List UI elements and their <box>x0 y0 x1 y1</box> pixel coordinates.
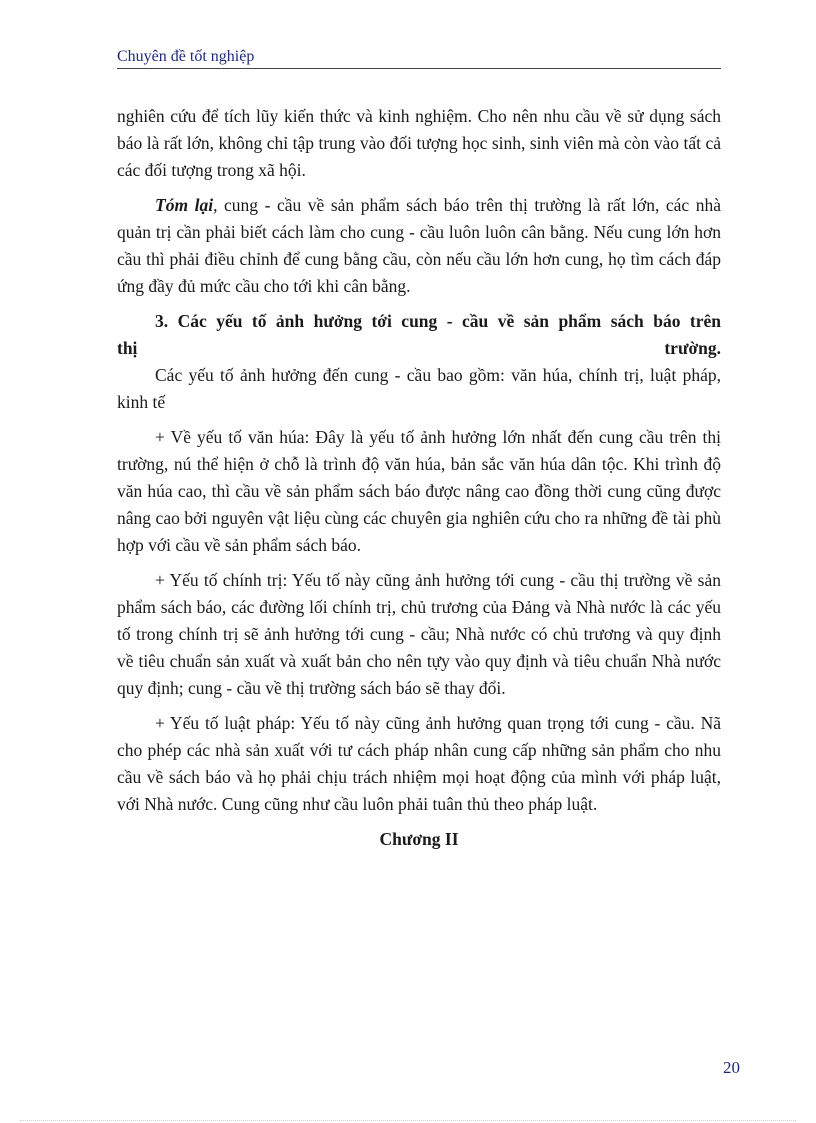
summary-lead: Tóm lại <box>155 195 214 215</box>
paragraph-law: + Yếu tố luật pháp: Yếu tố này cũng ảnh hưởng quan trọng tới cung - cầu. Nã cho phép các nhà sản xuất với tư cách pháp nhân cung cấp những sản phẩm cho nhu cầu về sách báo và họ phải chịu trách nhiệm mọi hoạt động của mình với pháp luật, với Nhà nước. Cung cũng như cầu luôn phải tuân thủ theo pháp luật. <box>117 713 721 814</box>
page-number: 20 <box>723 1058 740 1077</box>
section-heading-line2: thị trường. <box>117 338 721 358</box>
paragraph-culture: + Về yếu tố văn húa: Đây là yếu tố ảnh hưởng lớn nhất đến cung cầu trên thị trường, nú thể hiện ở chỗ là trình độ văn húa, bản sắc văn húa dân tộc. Khi trình độ văn húa cao, thì cầu về sản phẩm sách báo được nâng cao đồng thời cung cũng được nâng cao bởi nguyên vật liệu cùng các chuyên gia nghiên cứu cho ra những đề tài phù hợp với cầu về sản phẩm sách báo. <box>117 427 721 555</box>
paragraph-factors-intro: Các yếu tố ảnh hưởng đến cung - cầu bao gồm: văn húa, chính trị, luật pháp, kinh tế <box>117 365 721 412</box>
paragraph-politics: + Yếu tố chính trị: Yếu tố này cũng ảnh hưởng tới cung - cầu thị trường về sản phẩm sách báo, các đường lối chính trị, chủ trương của Đảng và Nhà nước là các yếu tố trong chính trị sẽ ảnh hưởng tới cung - cầu; Nhà nước có chủ trương và quy định về tiêu chuẩn sản xuất và xuất bản cho nên tựy vào quy định và tiêu chuẩn Nhà nước quy định; cung - cầu về thị trường sách báo sẽ thay đổi. <box>117 570 721 698</box>
paragraph-continuation: nghiên cứu để tích lũy kiến thức và kinh nghiệm. Cho nên nhu cầu về sử dụng sách báo là rất lớn, không chỉ tập trung vào đối tượng học sinh, sinh viên mà còn vào tất cả các đối tượng trong xã hội. <box>117 106 721 180</box>
summary-text: , cung - cầu về sản phẩm sách báo trên thị trường là rất lớn, các nhà quản trị cần phải biết cách làm cho cung - cầu luôn luôn cân bằng. Nếu cung lớn hơn cầu thì phải điều chỉnh để cung bằng cầu, còn nếu cầu lớn hơn cung, họ tìm cách đáp ứng đầy đủ mức cầu cho tới khi cân bằng. <box>117 195 721 296</box>
header-title: Chuyên đề tốt nghiệp <box>117 48 255 65</box>
footer-divider <box>20 1120 796 1121</box>
section-heading-line1: 3. Các yếu tố ảnh hưởng tới cung - cầu về sản phẩm sách báo trên <box>155 311 721 331</box>
document-body <box>117 103 721 853</box>
chapter-title: Chương II <box>379 829 459 849</box>
paragraph-summary <box>117 192 721 300</box>
page-header <box>117 48 721 69</box>
